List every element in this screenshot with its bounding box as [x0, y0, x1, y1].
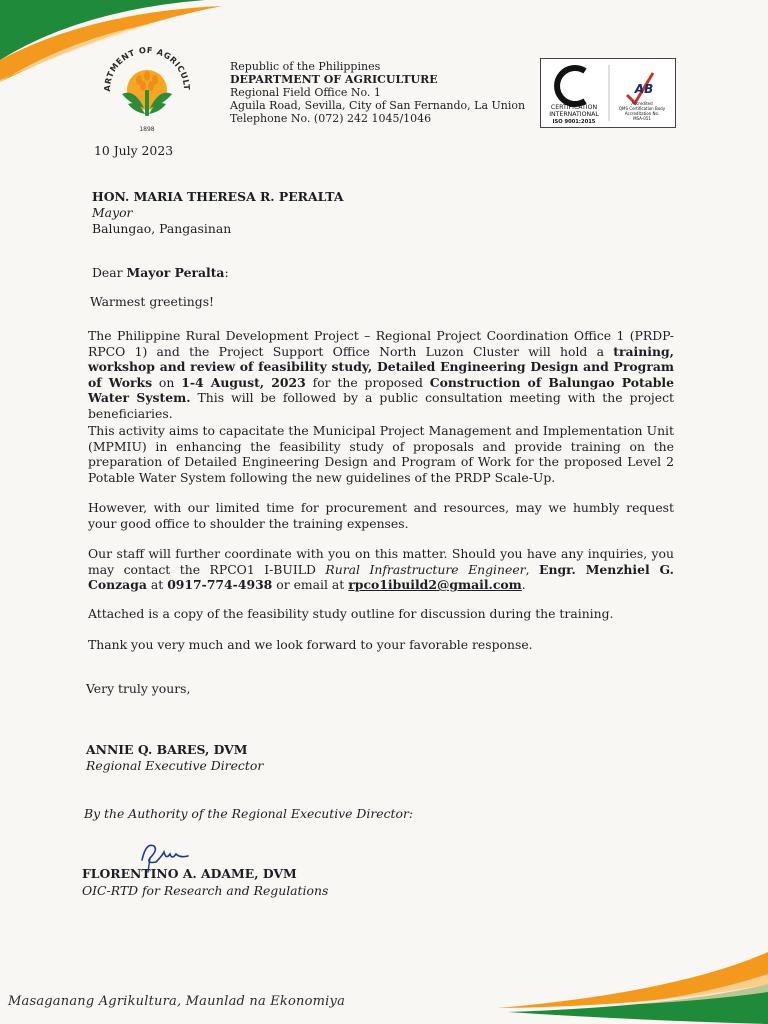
certification-badge	[540, 58, 676, 128]
p1-text-g: This will be followed by a public consultation meeting with the project beneficiaries.	[88, 390, 674, 421]
paragraph-expense-request: However, with our limited time for procurement and resources, may we humbly request your good office to shoulder the training expenses.	[88, 500, 674, 531]
regional-office: Regional Field Office No. 1	[230, 86, 381, 99]
salutation	[92, 265, 229, 281]
seal-year: 1898	[139, 126, 155, 133]
recipient-location: Balungao, Pangasinan	[92, 221, 232, 236]
signatory2-title: OIC-RTD for Research and Regulations	[82, 883, 329, 898]
paragraph-training-announcement	[88, 328, 674, 421]
ab-line4: MSA-051	[633, 116, 651, 121]
cert-line3: ISO 9001:2015	[552, 119, 596, 125]
ab-line2: QMS Certification Body	[618, 106, 666, 111]
p4-text-a: Our staff will further coordinate with you on this matter. Should you have any inquiries, you may contact the RPCO1 I-BUILD	[88, 546, 674, 577]
footer-motto: Masaganang Agrikultura, Maunlad na Ekonomiya	[8, 994, 346, 1009]
recipient-name: HON. MARIA THERESA R. PERALTA	[92, 189, 344, 204]
p4-text-e: at	[150, 577, 164, 592]
p1-training-title: training, workshop and review of feasibility study, Detailed Engineering Design and Program of Works	[88, 343, 674, 390]
p4-text-c: ,	[525, 561, 530, 577]
country-name: Republic of the Philippines	[230, 60, 381, 73]
department-seal-logo	[98, 38, 196, 136]
paragraph-thank-you: Thank you very much and we look forward to your favorable response.	[88, 637, 533, 652]
paragraph-activity-aims: This activity aims to capacitate the Municipal Project Management and Implementation Unit (MPMIU) in enhancing the feasibility study of proposals and provide training on the preparation of Detailed Engineering Design and Program of Work for the proposed Level 2 Potable Water System following the new guidelines of the PRDP Scale-Up.	[88, 423, 674, 485]
greeting: Warmest greetings!	[90, 294, 215, 309]
authority-line: By the Authority of the Regional Executive Director:	[84, 806, 414, 821]
recipient-block	[92, 189, 343, 237]
p1-text-e: for the proposed	[312, 374, 423, 390]
p1-text-a: The Philippine Rural Development Project – Regional Project Coordination Office 1 (PRDP-RPCO 1) and the Project Support Office North Luzon Cluster will hold a	[88, 328, 674, 359]
office-telephone: Telephone No. (072) 242 1045/1046	[230, 112, 432, 125]
office-address: Aguila Road, Sevilla, City of San Fernando, La Union	[230, 99, 526, 112]
ab-line1: Accredited	[631, 101, 653, 106]
footer-swoosh-graphic	[478, 944, 768, 1024]
letterhead-text-block	[230, 60, 525, 125]
salutation-prefix: Dear	[92, 265, 123, 280]
signatory2-name: FLORENTINO A. ADAME, DVM	[82, 866, 297, 881]
p4-contact-email[interactable]: rpco1ibuild2@gmail.com	[348, 577, 522, 592]
salutation-name: Mayor Peralta	[126, 265, 225, 280]
closing-phrase: Very truly yours,	[86, 681, 191, 696]
signatory-oic-rtd	[82, 865, 328, 899]
p4-contact-name: Engr. Menzhiel G. Conzaga	[88, 561, 674, 592]
p4-text-i: .	[521, 577, 526, 592]
letter-date: 10 July 2023	[94, 143, 174, 158]
recipient-title: Mayor	[92, 205, 133, 220]
signatory1-name: ANNIE Q. BARES, DVM	[86, 742, 248, 757]
p1-project-name: Construction of Balungao Potable Water System.	[88, 374, 674, 405]
p1-training-dates: 1-4 August, 2023	[181, 374, 306, 390]
paragraph-contact-info	[88, 546, 674, 593]
cert-line2: INTERNATIONAL	[549, 111, 599, 118]
p1-text-c: on	[158, 374, 175, 390]
department-name: DEPARTMENT OF AGRICULTURE	[230, 73, 438, 86]
ab-mark: AB	[634, 82, 654, 96]
ab-line3: Accreditation No.	[624, 111, 660, 116]
p4-contact-phone: 0917-774-4938	[167, 577, 273, 592]
signatory-regional-director	[86, 742, 263, 774]
signatory1-title: Regional Executive Director	[86, 758, 264, 773]
seal-ring-text: ARTMENT OF AGRICULT	[101, 44, 193, 92]
salutation-suffix: :	[224, 265, 229, 280]
p4-text-g: or email at	[276, 577, 345, 592]
paragraph-attachment-note: Attached is a copy of the feasibility study outline for discussion during the training.	[88, 606, 614, 621]
cert-line1: CERTIFICATION	[550, 104, 598, 111]
p4-contact-role: Rural Infrastructure Engineer	[325, 561, 526, 577]
